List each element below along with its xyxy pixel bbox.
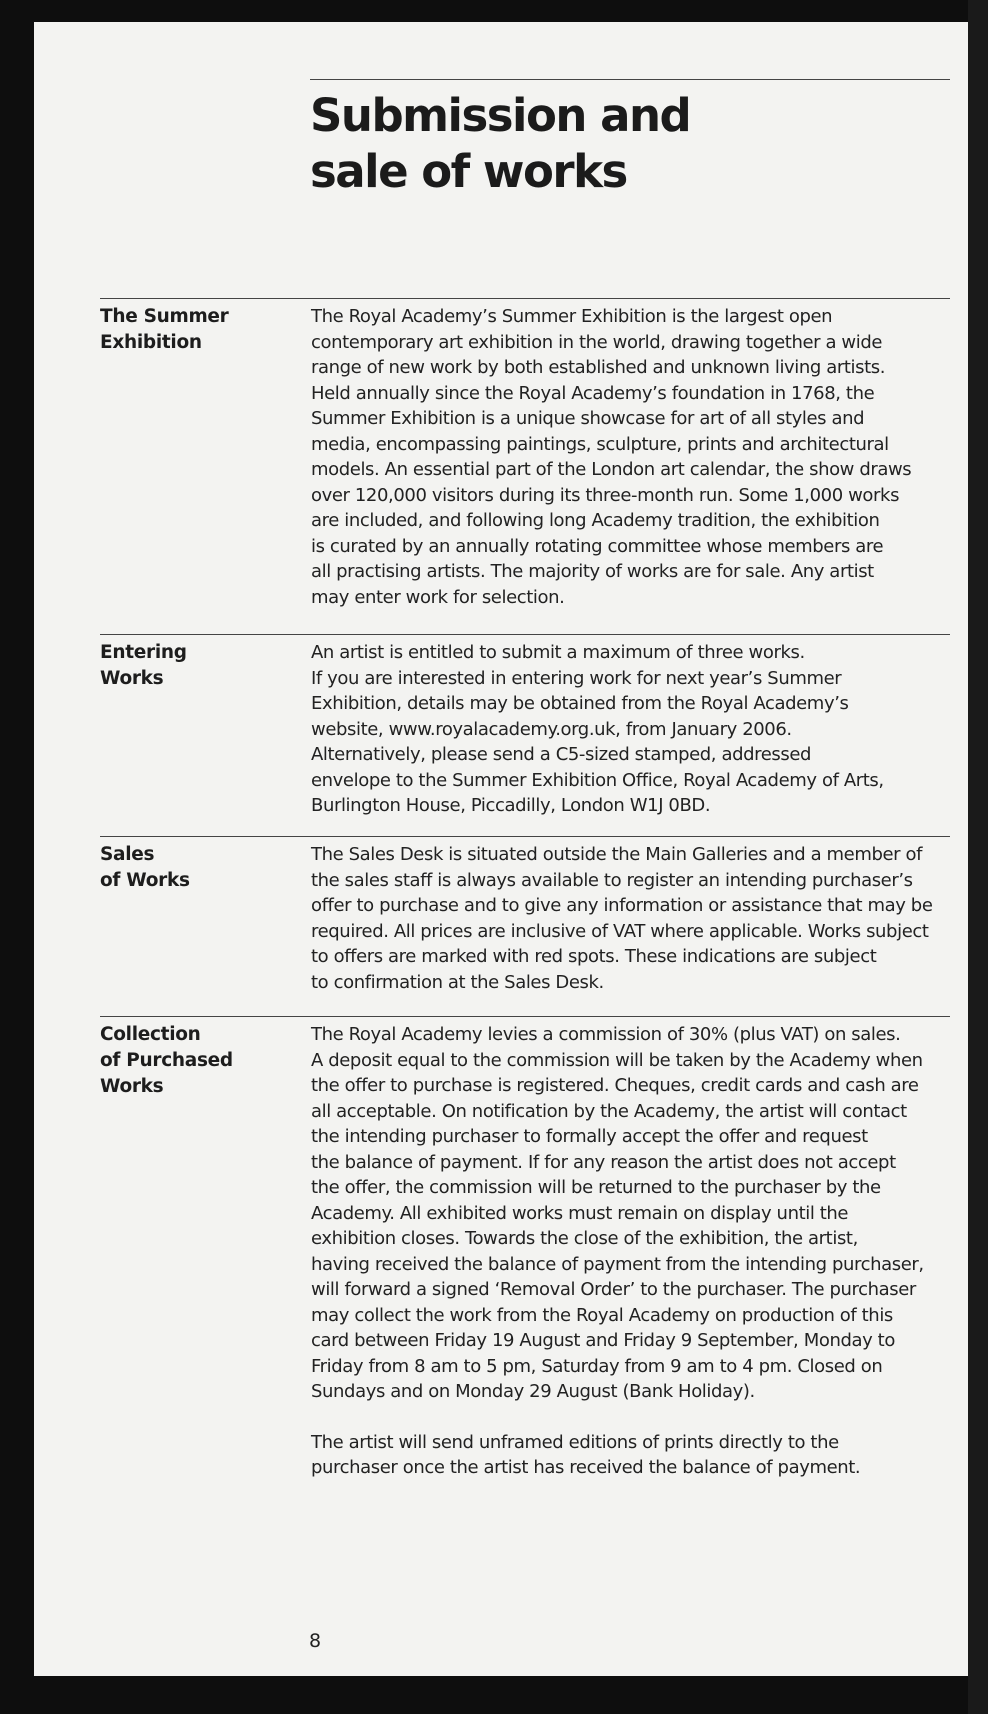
section-label-entering-works: Entering Works xyxy=(100,642,187,689)
title-rule xyxy=(310,79,950,80)
section-text-summer-exhibition: The Royal Academy’s Summer Exhibition is the largest open contemporary art exhibition in the world, drawing together a wide range of new work by both established and unknown living artists. Held annually since the Royal Academy’s foundation in 1768, the Summer Exhibition is a unique showcase for art of all styles and media, encompassing paintings, sculpture, prints and architectural models. An essential part of the London art calendar, the show draws over 120,000 visitors during its three-month run. Some 1,000 works are included, and following long Academy tradition, the exhibition is curated by an annually rotating committee whose members are all practising artists. The majority of works are for sale. Any artist may enter work for selection. xyxy=(311,306,912,608)
title-line: sale of works xyxy=(310,145,627,198)
section-rule xyxy=(100,836,950,837)
page-title xyxy=(310,88,910,200)
scan-edge xyxy=(968,0,988,1714)
section-label-summer-exhibition: The Summer Exhibition xyxy=(100,306,229,353)
section-text-entering-works: An artist is entitled to submit a maximum of three works. If you are interested in entering work for next year’s Summer Exhibition, details may be obtained from the Royal Academy’s website, www.royalacademy.org.uk, from January 2006. Alternatively, please send a C5-sized stamped, addressed envelope to the Summer Exhibition Office, Royal Academy of Arts, Burlington House, Piccadilly, London W1J 0BD. xyxy=(311,642,884,816)
section-rule xyxy=(100,634,950,635)
document-page xyxy=(34,22,968,1676)
section-text-sales-of-works: The Sales Desk is situated outside the Main Galleries and a member of the sales staff is always available to register an intending purchaser’s offer to purchase and to give any information or assistance that may be required. All prices are inclusive of VAT where applicable. Works subject to offers are marked with red spots. These indications are subject to confirmation at the Sales Desk. xyxy=(311,844,933,993)
section-label-sales-of-works: Sales of Works xyxy=(100,844,190,891)
section-text-collection: The Royal Academy levies a commission of 30% (plus VAT) on sales. A deposit equal to the commission will be taken by the Academy when the offer to purchase is registered. Cheques, credit cards and cash are all acceptable. On notification by the Academy, the artist will contact the intending purchaser to formally accept the offer and request the balance of payment. If for any reason the artist does not accept the offer, the commission will be returned to the purchaser by the Academy. All exhibited works must remain on display until the exhibition closes. Towards the close of the exhibition, the artist, having received the balance of payment from the intending purchaser, will forward a signed ‘Removal Order’ to the purchaser. The purchaser may collect the work from the Royal Academy on production of this card between Friday 19 August and Friday 9 September, Monday to Friday from 8 am to 5 pm, Saturday from 9 am to 4 pm. Closed on Sundays and on Monday 29 August (Bank Holiday). The artist will send unframed editions of prints directly to the purchaser once the artist has received the balance of payment. xyxy=(311,1024,924,1478)
section-rule xyxy=(100,298,950,299)
section-rule xyxy=(100,1016,950,1017)
section-label-collection: Collection of Purchased Works xyxy=(100,1024,233,1097)
title-line: Submission and xyxy=(310,89,691,142)
page-number: 8 xyxy=(309,1630,322,1652)
